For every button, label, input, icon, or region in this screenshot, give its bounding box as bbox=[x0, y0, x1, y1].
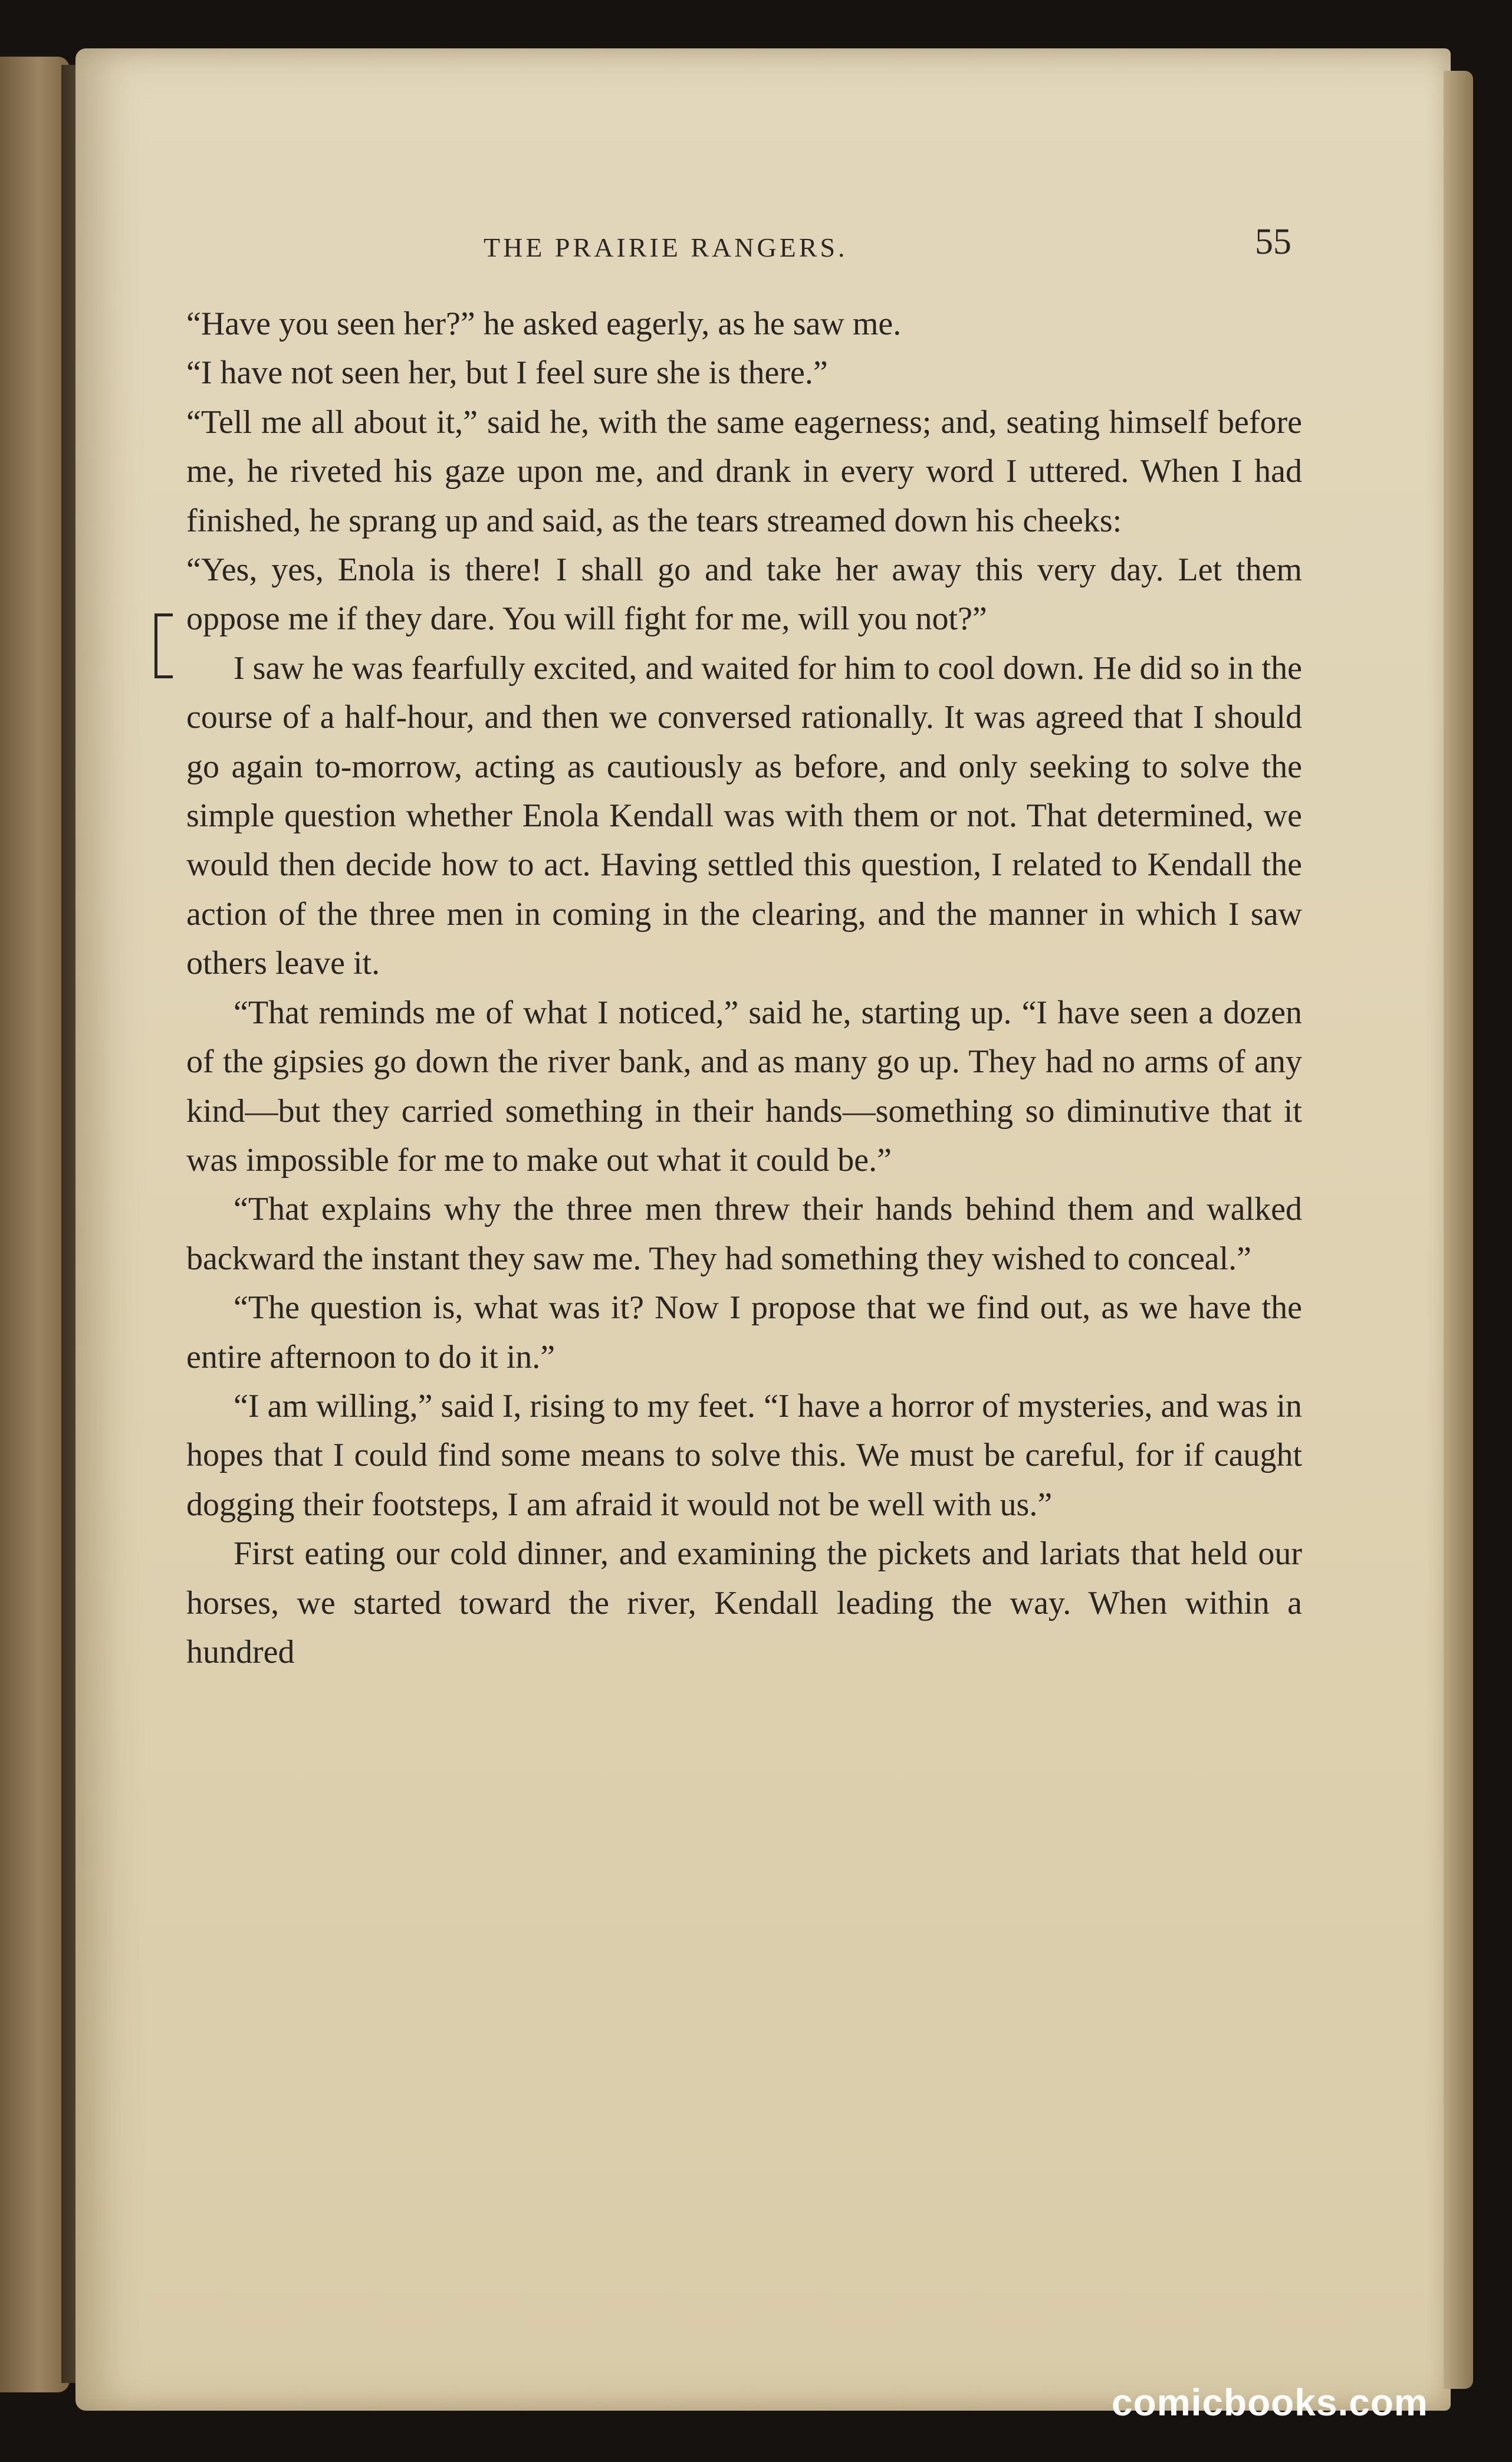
paragraph: “The question is, what was it? Now I propose that we find out, as we have the entire afternoon to do it in.” bbox=[186, 1289, 1302, 1376]
running-head: THE PRAIRIE RANGERS. bbox=[484, 232, 848, 262]
paragraph: “Tell me all about it,” said he, with the same eagerness; and, seating himself before me, he riveted his gaze upon me, and drank in every word I uttered. When I had finished, he sprang up and said, as the tears streamed down his cheeks: bbox=[186, 403, 1302, 539]
paragraph: “Yes, yes, Enola is there! I shall go and take her away this very day. Let them oppose me if they dare. You will fight for me, will you not?” bbox=[186, 552, 1302, 638]
paragraph: First eating our cold dinner, and examining the pickets and lariats that held our horses, we started toward the river, Kendall leading the way. When within a hundred bbox=[186, 1535, 1302, 1670]
page-header bbox=[189, 221, 1297, 274]
paragraph: “I am willing,” said I, rising to my feet. “I have a horror of mysteries, and was in hopes that I could find some means to solve this. We must be careful, for if caught dogging their footsteps, I am afraid it would not be well with us.” bbox=[186, 1387, 1302, 1523]
facing-page-edge bbox=[0, 57, 70, 2392]
paragraph: “I have not seen her, but I feel sure she is there.” bbox=[186, 354, 828, 392]
page-fore-edge bbox=[1444, 71, 1473, 2389]
page-number: 55 bbox=[1255, 222, 1291, 262]
paragraph: “That explains why the three men threw their hands behind them and walked backward the instant they saw me. They had something they wished to conceal.” bbox=[186, 1191, 1302, 1277]
paragraph: “Have you seen her?” he asked eagerly, as he saw me. bbox=[186, 306, 902, 342]
body-text bbox=[186, 300, 1302, 1677]
paragraph: “That reminds me of what I noticed,” said he, starting up. “I have seen a dozen of the gipsies go down the river bank, and as many go up. They had no arms of any kind—but they carried something in their hands—something so diminutive that it was impossible for me to make out what it could be.” bbox=[186, 994, 1302, 1179]
margin-bracket-mark bbox=[155, 613, 173, 678]
paragraph: I saw he was fearfully excited, and waited for him to cool down. He did so in the course of a half-hour, and then we conversed rationally. It was agreed that I should go again to-morrow, acting as cautiously as before, and only seeking to solve the simple question whether Enola Kendall was with them or not. That determined, we would then decide how to act. Having settled this question, I related to Kendall the action of the three men in coming in the clearing, and the manner in which I saw others leave it. bbox=[186, 649, 1302, 982]
site-watermark: comicbooks.com bbox=[1112, 2381, 1428, 2424]
